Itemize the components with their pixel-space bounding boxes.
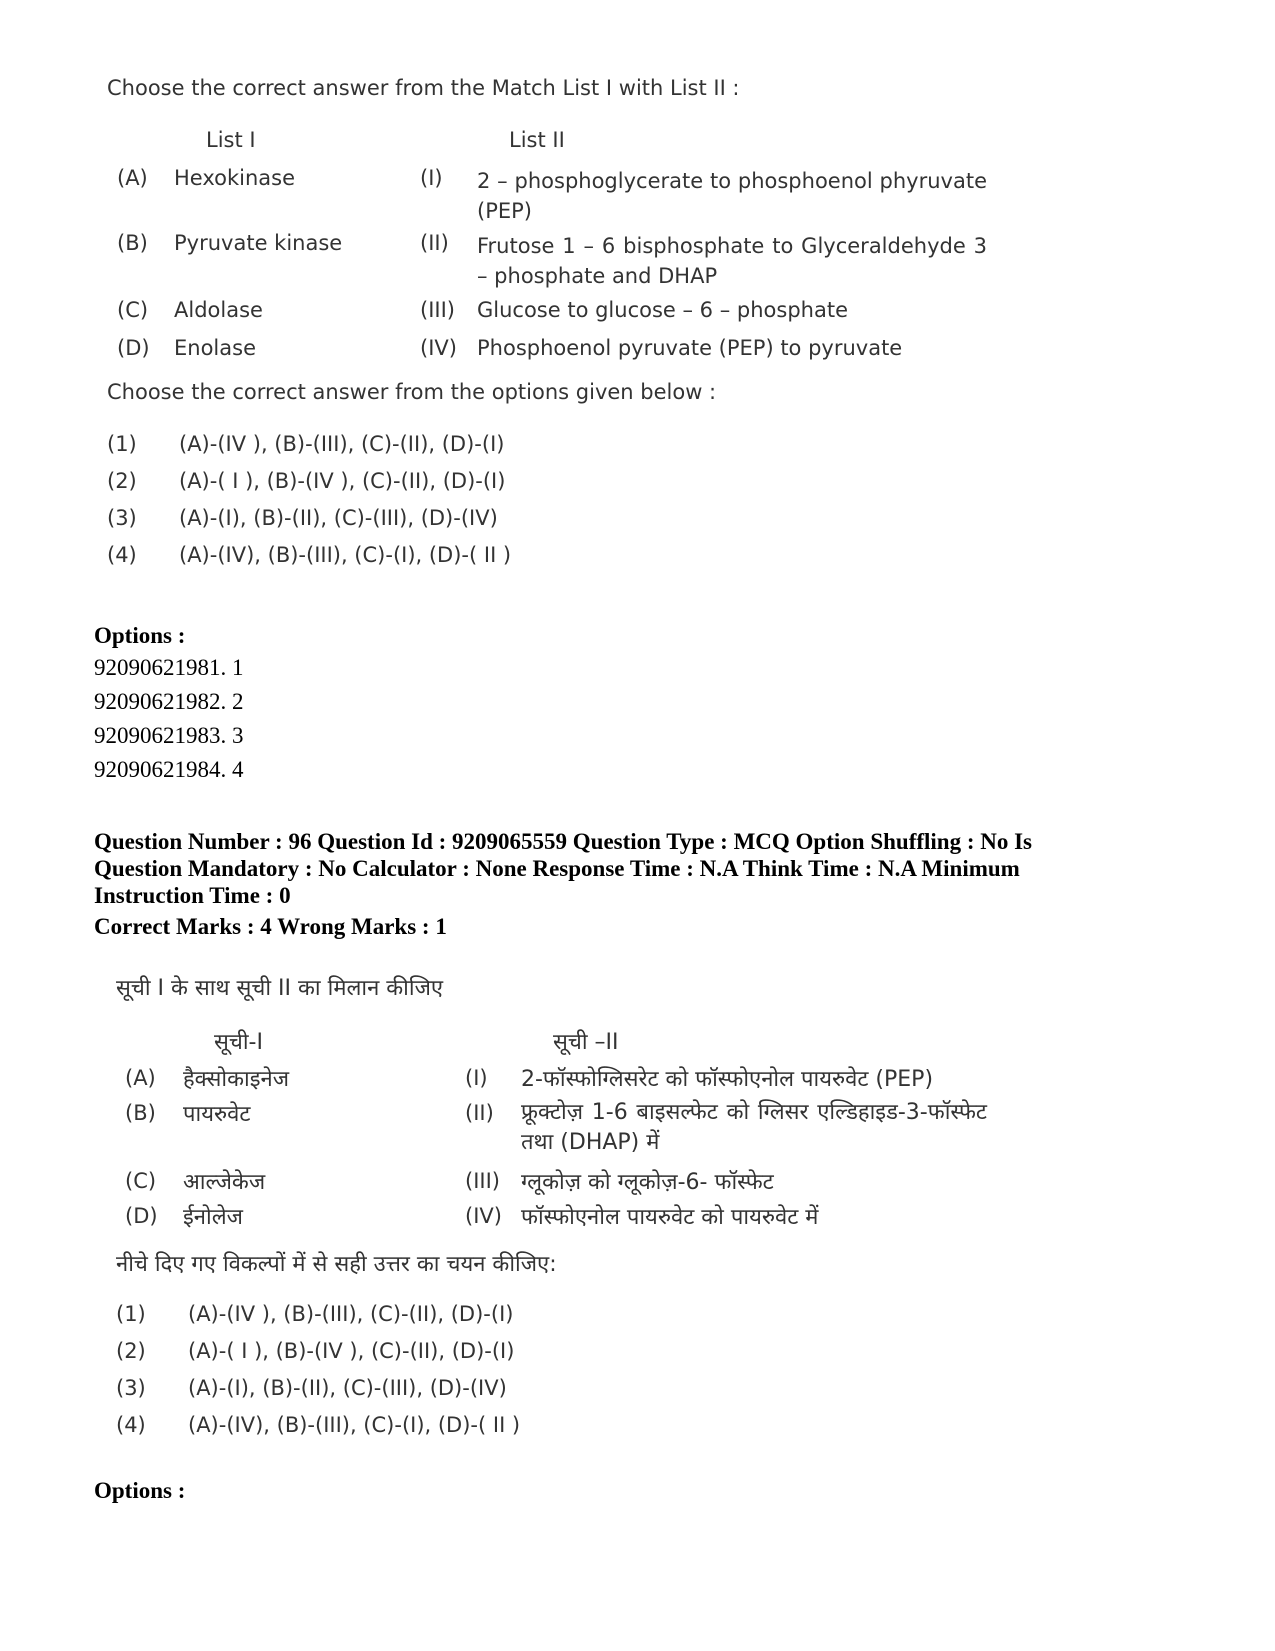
list-2-item: Glucose to glucose – 6 – phosphate bbox=[477, 298, 848, 322]
list-2-item: ग्लूकोज़ को ग्लूकोज़-6- फॉस्फेट bbox=[521, 1170, 774, 1195]
options-list bbox=[94, 651, 244, 787]
choose-instruction: नीचे दिए गए विकल्पों में से सही उत्तर का चयन कीजिए: bbox=[116, 1252, 557, 1277]
list-1-key: (B) bbox=[125, 1101, 156, 1125]
choice-number: (3) bbox=[116, 1376, 146, 1400]
list-2-header: List II bbox=[509, 128, 565, 152]
list-1-key: (A) bbox=[117, 166, 148, 190]
option-item: 92090621984. 4 bbox=[94, 757, 244, 782]
list-2-key: (I) bbox=[465, 1066, 488, 1090]
list-1-key: (B) bbox=[117, 231, 148, 255]
choice-text: (A)-( I ), (B)-(IV ), (C)-(II), (D)-(I) bbox=[188, 1339, 515, 1363]
marks-line: Correct Marks : 4 Wrong Marks : 1 bbox=[94, 914, 447, 939]
list-1-item: ईनोलेज bbox=[183, 1205, 243, 1230]
options-heading: Options : bbox=[94, 623, 186, 648]
choice-text: (A)-( I ), (B)-(IV ), (C)-(II), (D)-(I) bbox=[179, 469, 506, 493]
list-2-key: (IV) bbox=[465, 1204, 502, 1228]
question-meta-line: Question Mandatory : No Calculator : None Response Time : N.A Think Time : N.A Minimum bbox=[94, 856, 1020, 881]
list-2-item: Phosphoenol pyruvate (PEP) to pyruvate bbox=[477, 336, 903, 360]
choice-number: (2) bbox=[116, 1339, 146, 1363]
list-2-item: फ्रूक्टोज़ 1-6 बाइसल्फेट को ग्लिसर एल्डिहाइड-3-फॉस्फेट तथा (DHAP) में bbox=[521, 1100, 987, 1155]
choice-number: (1) bbox=[116, 1302, 146, 1326]
list-2-item: फॉस्फोएनोल पायरुवेट को पायरुवेट में bbox=[521, 1205, 819, 1230]
list-1-key: (C) bbox=[117, 298, 149, 322]
list-2-item: 2 – phosphoglycerate to phosphoenol phyruvate (PEP) bbox=[477, 169, 987, 223]
list-1-item: हैक्सोकाइनेज bbox=[183, 1067, 290, 1092]
choice-number: (3) bbox=[107, 506, 137, 530]
list-1-item: Aldolase bbox=[174, 298, 263, 322]
list-1-key: (D) bbox=[125, 1204, 158, 1228]
list-2-key: (III) bbox=[420, 298, 455, 322]
list-1-key: (D) bbox=[117, 336, 150, 360]
option-item: 92090621982. 2 bbox=[94, 689, 244, 714]
list-1-key: (A) bbox=[125, 1066, 156, 1090]
question-meta bbox=[94, 828, 1032, 909]
choice-number: (2) bbox=[107, 469, 137, 493]
choice-number: (1) bbox=[107, 432, 137, 456]
choice-text: (A)-(I), (B)-(II), (C)-(III), (D)-(IV) bbox=[179, 506, 498, 530]
list-1-item: Hexokinase bbox=[174, 166, 296, 190]
question-prompt: सूची I के साथ सूची II का मिलान कीजिए bbox=[116, 976, 444, 1001]
option-item: 92090621981. 1 bbox=[94, 655, 244, 680]
list-2-key: (III) bbox=[465, 1169, 500, 1193]
choice-text: (A)-(I), (B)-(II), (C)-(III), (D)-(IV) bbox=[188, 1376, 507, 1400]
option-item: 92090621983. 3 bbox=[94, 723, 244, 748]
list-2-key: (II) bbox=[420, 231, 449, 255]
list-1-header: List I bbox=[206, 128, 256, 152]
list-2-key: (II) bbox=[465, 1101, 494, 1125]
list-2-key: (I) bbox=[420, 166, 443, 190]
question-prompt: Choose the correct answer from the Match List I with List II : bbox=[107, 76, 740, 100]
question-meta-line: Question Number : 96 Question Id : 9209065559 Question Type : MCQ Option Shuffling : No Is bbox=[94, 829, 1033, 854]
choice-text: (A)-(IV), (B)-(III), (C)-(I), (D)-( II ) bbox=[188, 1413, 521, 1437]
list-2-item: Frutose 1 – 6 bisphosphate to Glyceraldehyde 3 – phosphate and DHAP bbox=[477, 234, 987, 288]
list-1-item: आल्जेकेज bbox=[183, 1170, 266, 1195]
list-1-key: (C) bbox=[125, 1169, 157, 1193]
choice-number: (4) bbox=[116, 1413, 146, 1437]
list-2-key: (IV) bbox=[420, 336, 457, 360]
list-1-item: Enolase bbox=[174, 336, 256, 360]
list-1-item: पायरुवेट bbox=[183, 1102, 251, 1127]
question-meta-line: Instruction Time : 0 bbox=[94, 883, 291, 908]
list-2-header: सूची –II bbox=[553, 1030, 619, 1055]
options-heading: Options : bbox=[94, 1478, 186, 1503]
choice-text: (A)-(IV), (B)-(III), (C)-(I), (D)-( II ) bbox=[179, 543, 512, 567]
list-1-item: Pyruvate kinase bbox=[174, 231, 343, 255]
choose-instruction: Choose the correct answer from the options given below : bbox=[107, 380, 717, 404]
choice-number: (4) bbox=[107, 543, 137, 567]
choice-text: (A)-(IV ), (B)-(III), (C)-(II), (D)-(I) bbox=[179, 432, 505, 456]
list-1-header: सूची-I bbox=[214, 1030, 263, 1055]
list-2-item: 2-फॉस्फोग्लिसरेट को फॉस्फोएनोल पायरुवेट (PEP) bbox=[521, 1067, 934, 1092]
choice-text: (A)-(IV ), (B)-(III), (C)-(II), (D)-(I) bbox=[188, 1302, 514, 1326]
